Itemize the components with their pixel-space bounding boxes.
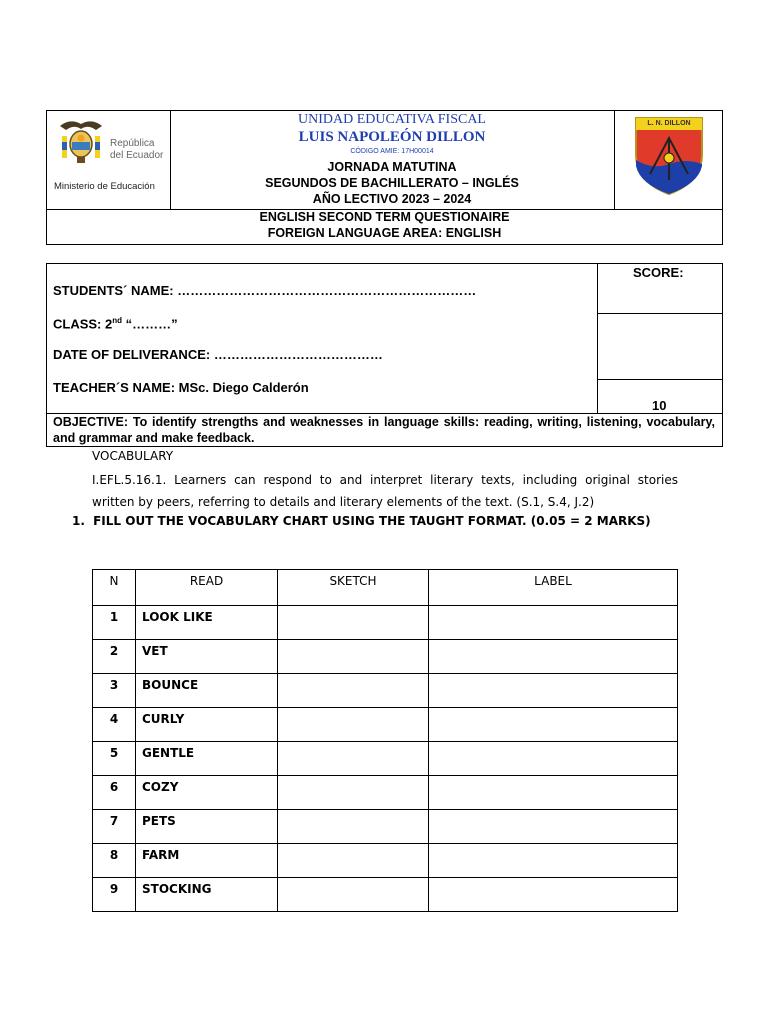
table-row: [93, 810, 678, 844]
grade: SEGUNDOS DE BACHILLERATO – INGLÉS: [265, 176, 519, 190]
label-cell[interactable]: [429, 878, 678, 912]
row-word: BOUNCE: [136, 674, 278, 708]
row-number: 2: [93, 640, 136, 674]
header-read: READ: [136, 570, 278, 606]
row-number: 9: [93, 878, 136, 912]
score-column-divider: [597, 263, 598, 413]
label-cell[interactable]: [429, 742, 678, 776]
ecuador-coat-of-arms-icon: [56, 116, 106, 168]
table-row: [93, 640, 678, 674]
sketch-cell[interactable]: [278, 708, 429, 742]
table-row: [93, 742, 678, 776]
row-number: 1: [93, 606, 136, 640]
ministry-seal-line2: del Ecuador: [110, 150, 164, 161]
question-number: 1.: [72, 514, 85, 528]
header-n: N: [93, 570, 136, 606]
criterion: I.EFL.5.16.1. Learners can respond to and interpret literary texts, including original stories written by peers, referring to details and literary elements of the text. (S.1, S.4, J.2): [92, 473, 678, 509]
class-blank: “………”: [122, 316, 178, 332]
school-name: LUIS NAPOLEÓN DILLON: [298, 129, 486, 145]
row-word: CURLY: [136, 708, 278, 742]
sketch-cell[interactable]: [278, 878, 429, 912]
table-row: [93, 708, 678, 742]
sketch-cell[interactable]: [278, 606, 429, 640]
row-number: 3: [93, 674, 136, 708]
row-number: 7: [93, 810, 136, 844]
header-sketch: SKETCH: [278, 570, 429, 606]
score-row-divider-1: [597, 313, 723, 314]
question-text: FILL OUT THE VOCABULARY CHART USING THE TAUGHT FORMAT. (0.05 = 2 MARKS): [93, 514, 651, 528]
table-header-row: [93, 570, 678, 606]
date-of-deliverance-field[interactable]: DATE OF DELIVERANCE: …………………………………: [53, 347, 383, 362]
area: FOREIGN LANGUAGE AREA: ENGLISH: [267, 226, 502, 240]
row-word: FARM: [136, 844, 278, 878]
objective: OBJECTIVE: To identify strengths and weaknesses in language skills: reading, writing, listening, vocabulary, and grammar and make feedback.: [53, 415, 715, 445]
sketch-cell[interactable]: [278, 776, 429, 810]
row-word: GENTLE: [136, 742, 278, 776]
crest-text: L. N. DILLON: [647, 120, 691, 127]
sketch-cell[interactable]: [278, 810, 429, 844]
score-max: 10: [652, 398, 667, 413]
vocabulary-table: [92, 569, 678, 912]
question: [72, 514, 651, 528]
table-row: [93, 878, 678, 912]
table-row: [93, 844, 678, 878]
sketch-cell[interactable]: [278, 674, 429, 708]
header-divider-right: [614, 110, 615, 210]
score-label: SCORE:: [633, 265, 684, 280]
teacher-name: TEACHER´S NAME: MSc. Diego Calderón: [53, 380, 309, 395]
row-word: LOOK LIKE: [136, 606, 278, 640]
table-row: [93, 674, 678, 708]
label-cell[interactable]: [429, 844, 678, 878]
school-year: AÑO LECTIVO 2023 – 2024: [312, 192, 472, 206]
section-title: VOCABULARY: [92, 449, 174, 463]
students-name-field[interactable]: STUDENTS´ NAME: ……………………………………………………………: [53, 283, 477, 298]
row-word: VET: [136, 640, 278, 674]
row-word: PETS: [136, 810, 278, 844]
label-cell[interactable]: [429, 674, 678, 708]
sketch-cell[interactable]: [278, 640, 429, 674]
ministry-seal-line1: República: [110, 138, 155, 149]
questionnaire-title: ENGLISH SECOND TERM QUESTIONAIRE: [259, 210, 510, 224]
table-row: [93, 776, 678, 810]
header-label: LABEL: [429, 570, 678, 606]
row-number: 8: [93, 844, 136, 878]
row-number: 6: [93, 776, 136, 810]
score-row-divider-2: [597, 379, 723, 380]
class-superscript: nd: [112, 316, 123, 325]
row-word: STOCKING: [136, 878, 278, 912]
class-field[interactable]: [53, 316, 178, 331]
label-cell[interactable]: [429, 810, 678, 844]
class-label: CLASS: 2: [53, 316, 113, 332]
row-word: COZY: [136, 776, 278, 810]
school-crest: [632, 114, 706, 198]
table-row: [93, 606, 678, 640]
sketch-cell[interactable]: [278, 844, 429, 878]
school-type: UNIDAD EDUCATIVA FISCAL: [298, 112, 486, 127]
label-cell[interactable]: [429, 776, 678, 810]
sketch-cell[interactable]: [278, 742, 429, 776]
row-number: 4: [93, 708, 136, 742]
label-cell[interactable]: [429, 708, 678, 742]
label-cell[interactable]: [429, 606, 678, 640]
amie-code: CÓDIGO AMIE: 17H00014: [350, 148, 434, 155]
ministry-label: Ministerio de Educación: [54, 181, 155, 192]
ministry-logo: [52, 116, 166, 206]
label-cell[interactable]: [429, 640, 678, 674]
row-number: 5: [93, 742, 136, 776]
shift: JORNADA MATUTINA: [327, 160, 457, 174]
